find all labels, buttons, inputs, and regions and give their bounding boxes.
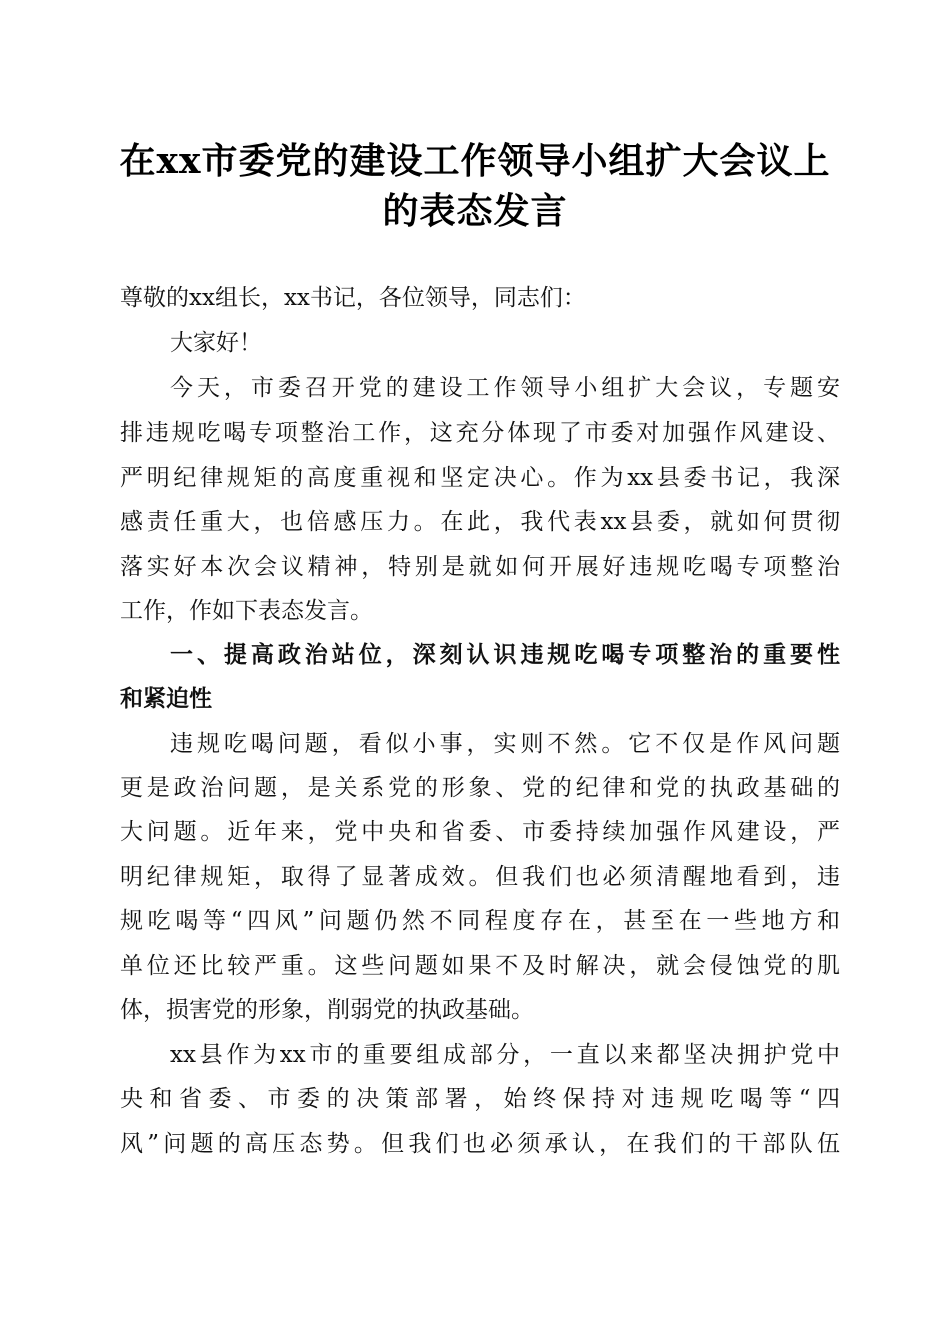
document-title bbox=[110, 136, 840, 236]
greeting: 大家好！ bbox=[170, 330, 262, 356]
salutation: 尊敬的xx组长，xx书记，各位领导，同志们： bbox=[120, 285, 586, 311]
paragraph-line: 单位还比较严重。这些问题如果不及时解决，就会侵蚀党的肌 bbox=[120, 953, 840, 979]
paragraph-line: 风”问题的高压态势。但我们也必须承认，在我们的干部队伍 bbox=[120, 1131, 840, 1157]
intro-line: 感责任重大，也倍感压力。在此，我代表xx县委，就如何贯彻 bbox=[120, 509, 840, 535]
intro-line: 工作，作如下表态发言。 bbox=[120, 598, 373, 624]
intro-line: 落实好本次会议精神，特别是就如何开展好违规吃喝专项整治 bbox=[120, 554, 840, 580]
intro-line: 今天，市委召开党的建设工作领导小组扩大会议，专题安 bbox=[170, 375, 840, 401]
paragraph-line: 明纪律规矩，取得了显著成效。但我们也必须清醒地看到，违 bbox=[120, 864, 840, 890]
intro-line: 排违规吃喝专项整治工作，这充分体现了市委对加强作风建设、 bbox=[120, 420, 840, 446]
section-heading: 和紧迫性 bbox=[120, 686, 212, 712]
section-heading: 一、提高政治站位，深刻认识违规吃喝专项整治的重要性 bbox=[170, 642, 840, 668]
paragraph-line: 违规吃喝问题，看似小事，实则不然。它不仅是作风问题 bbox=[170, 731, 840, 757]
paragraph-line: 更是政治问题，是关系党的形象、党的纪律和党的执政基础的 bbox=[120, 775, 840, 801]
intro-line: 严明纪律规矩的高度重视和坚定决心。作为xx县委书记，我深 bbox=[120, 465, 840, 491]
paragraph-line: xx县作为xx市的重要组成部分，一直以来都坚决拥护党中 bbox=[170, 1042, 840, 1068]
title-line-1: 在xx市委党的建设工作领导小组扩大会议上 bbox=[119, 140, 831, 182]
title-line-2: 的表态发言 bbox=[382, 190, 568, 232]
paragraph-line: 体，损害党的形象，削弱党的执政基础。 bbox=[120, 997, 534, 1023]
paragraph-line: 大问题。近年来，党中央和省委、市委持续加强作风建设，严 bbox=[120, 819, 840, 845]
paragraph-line: 央和省委、市委的决策部署，始终保持对违规吃喝等“四 bbox=[120, 1086, 840, 1112]
paragraph-line: 规吃喝等“四风”问题仍然不同程度存在，甚至在一些地方和 bbox=[120, 908, 840, 934]
